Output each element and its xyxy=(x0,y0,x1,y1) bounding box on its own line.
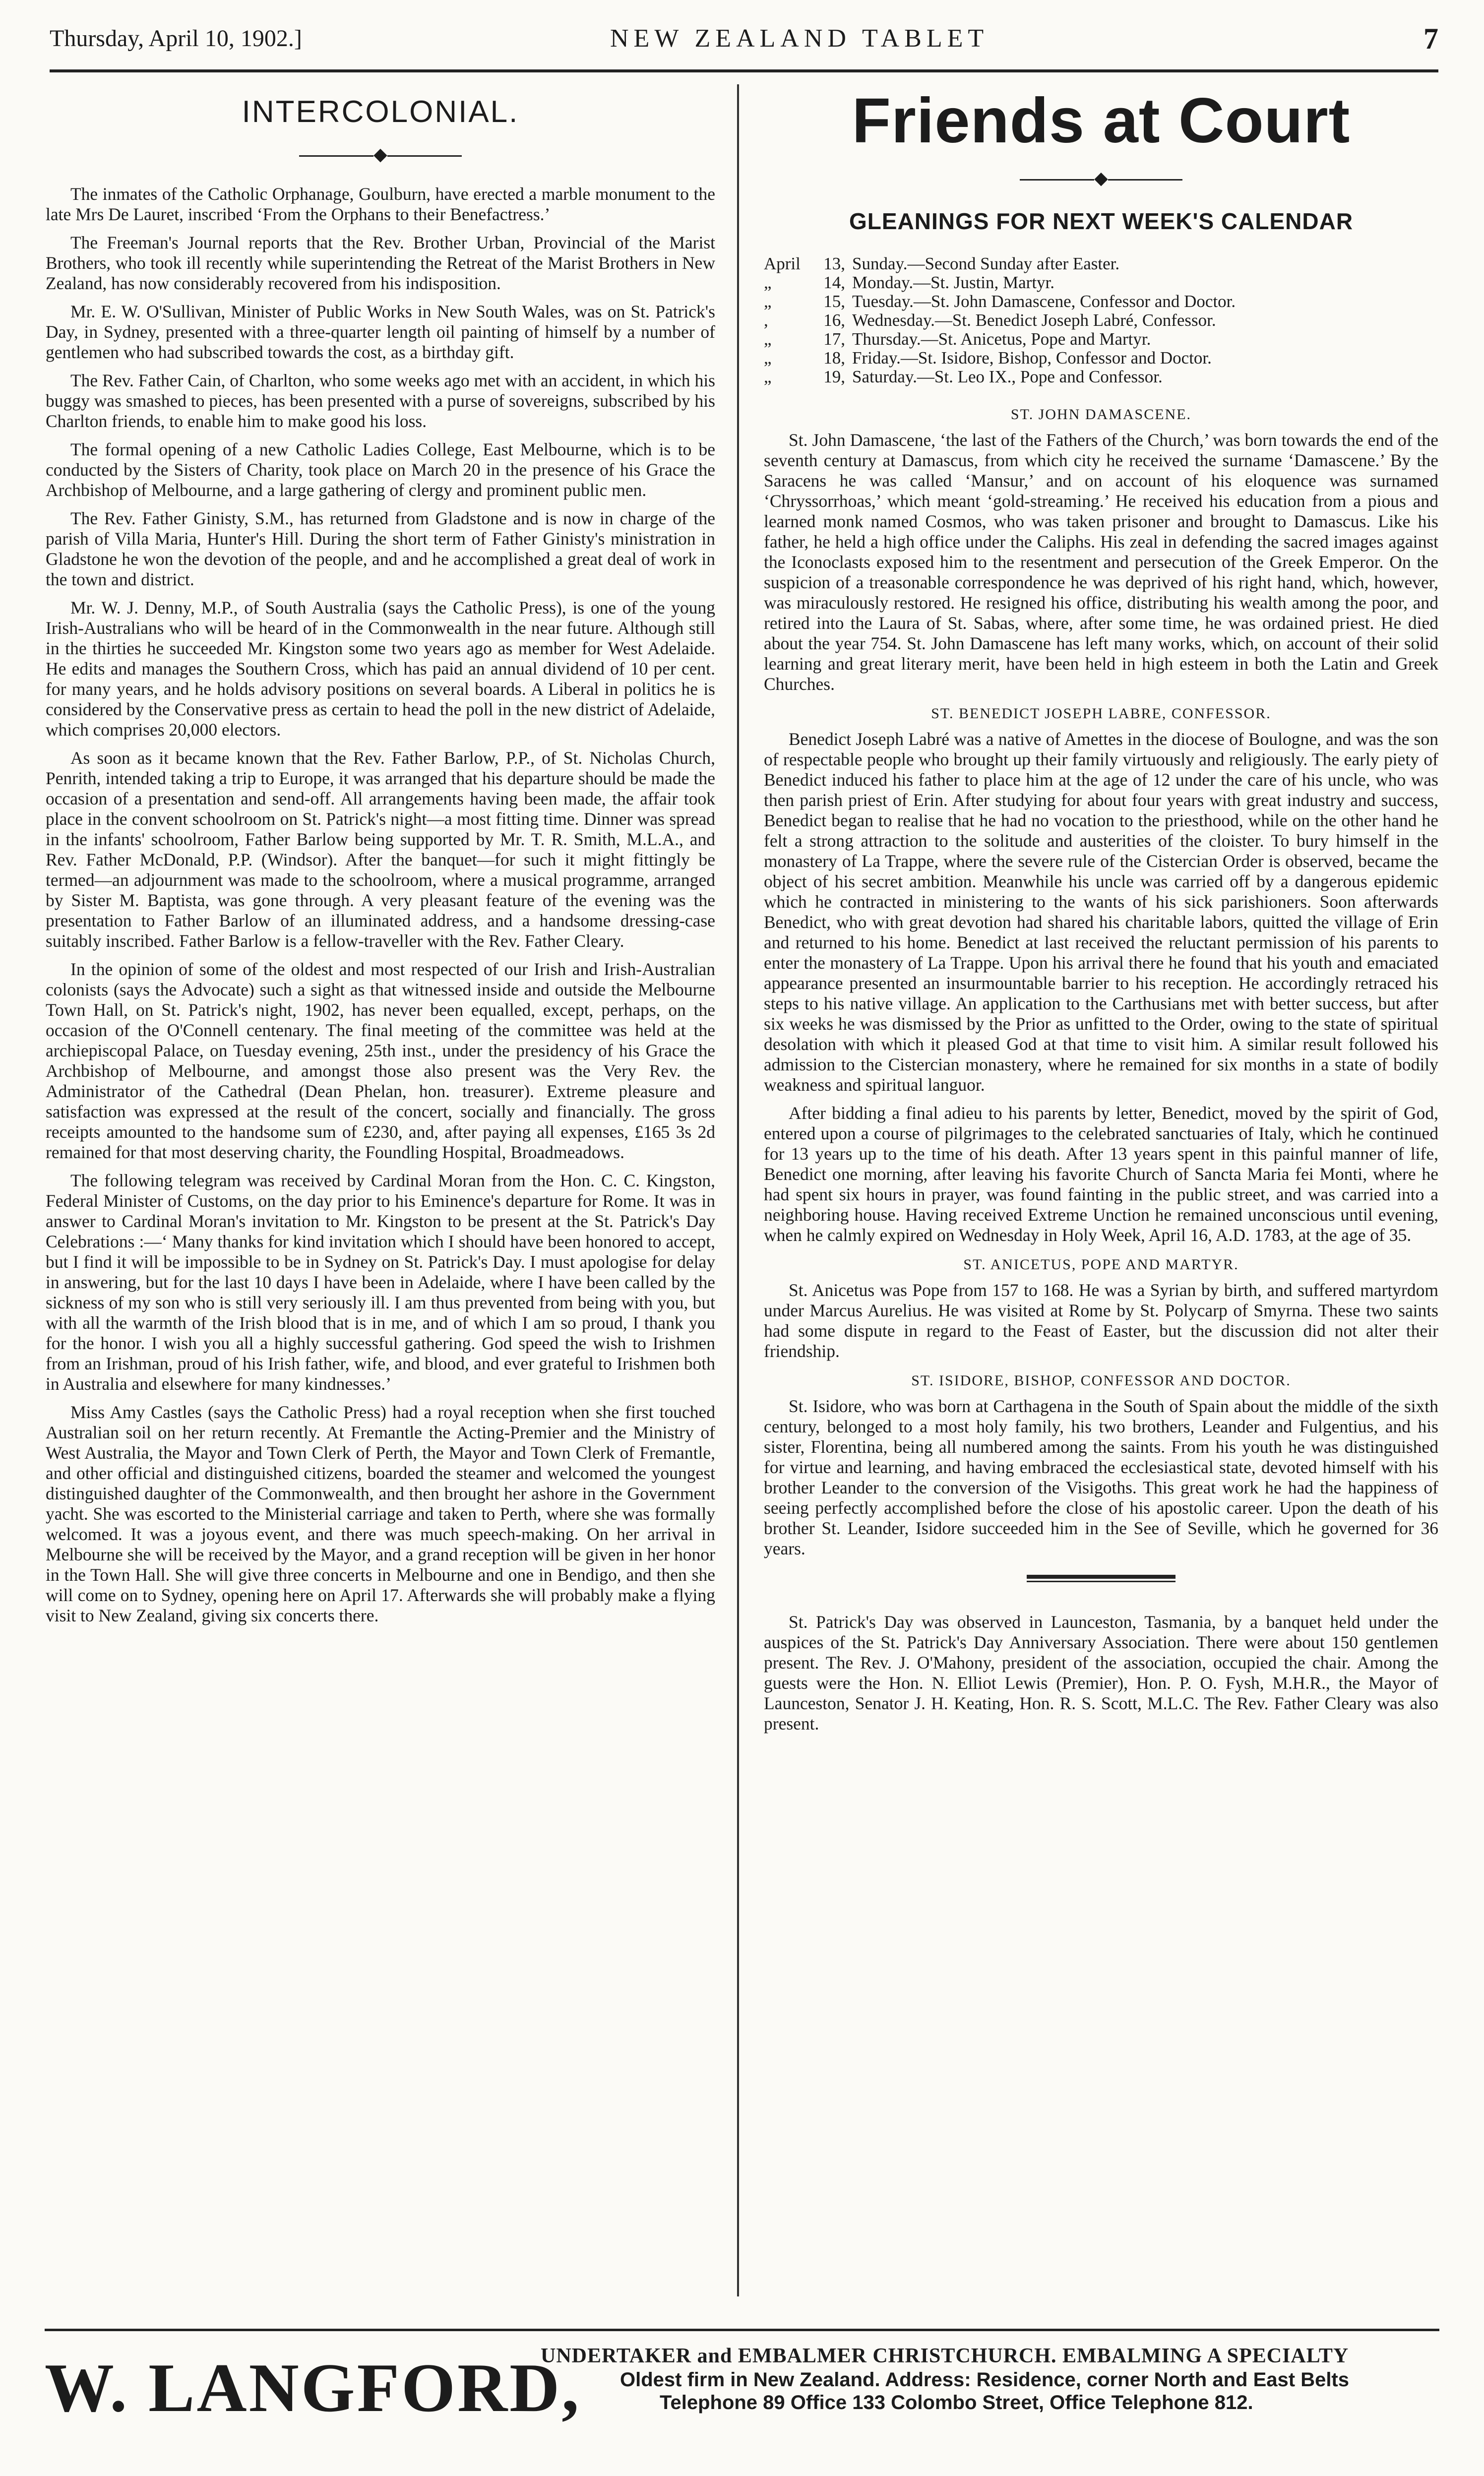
calendar-row: „ 19, Saturday.—St. Leo IX., Pope and Confessor. xyxy=(764,367,1163,386)
advertiser-address: Oldest firm in New Zealand. Address: Residence, corner North and East Belts xyxy=(620,2369,1349,2391)
calendar-row: , 16, Wednesday.—St. Benedict Joseph Labré, Confessor. xyxy=(764,310,1216,330)
news-item-amy-castles: Miss Amy Castles (says the Catholic Press) had a royal reception when she first touched Australian soil on her return recently. At Fremantle the Acting-Premier and the Ministry of West Australia, the Mayor and Town Clerk of Perth, the Mayor and Town Clerk of Fremantle, and other official and distinguished citizens, boarded the steamer and welcomed the youngest distinguished daughter of the Commonwealth, and then brought her ashore in the Government yacht. She was escorted to the Ministerial carriage and taken to Perth, where she was formally welcomed. It was a joyous event, and there was much speech-making. On her arrival in Melbourne she will be received by the Mayor, and a grand reception will be given in her honor in the Town Hall. She will give three concerts in Melbourne and one in Bendigo, and then she will come on to Sydney, opening here on April 17. Afterwards she will probably make a flying visit to New Zealand, giving six concerts there. xyxy=(46,1402,715,1625)
calendar-row: „ 17, Thursday.—St. Anicetus, Pope and Martyr. xyxy=(764,329,1151,349)
news-item-brother-urban: The Freeman's Journal reports that the Rev. Brother Urban, Provincial of the Marist Brothers, who took ill recently while superintending the Retreat of the Marist Brothers in New Zealand, has now considerably recovered from his indisposition. xyxy=(46,233,715,293)
news-item-orphanage: The inmates of the Catholic Orphanage, Goulburn, have erected a marble monument to the late Mrs De Lauret, inscribed ‘From the Orphans to their Benefactress.’ xyxy=(46,184,715,224)
news-item-father-cain: The Rev. Father Cain, of Charlton, who some weeks ago met with an accident, in which his buggy was smashed to pieces, has been presented with a purse of sovereigns, subscribed by his Charlton friends, to enable him to make good his loss. xyxy=(46,371,715,431)
benedict-text-1: Benedict Joseph Labré was a native of Amettes in the diocese of Boulogne, and was the son of respectable people who brought up their family virtuously and religiously. The early piety of Benedict induced his father to place him at the age of 12 under the care of his uncle, who was then parish priest of Erin. After studying for about four years with great industry and success, Benedict began to realise that he had no vocation to the priesthood, while on the other hand he felt a strong attraction to the solitude and austerities of the cloister. To bury himself in the monastery of La Trappe, where the severe rule of the Cistercian Order is observed, became the object of his secret ambition. Meanwhile his uncle was carried off by a dangerous epidemic which he contracted in ministering to the wants of his sick parishioners. Soon afterwards Benedict, who with great devotion had shared his charitable labors, quitted the village of Erin and returned to his home. Benedict at last received the reluctant permission of his parents to enter the monastery of La Trappe. Upon his arrival there he found that his youth and emaciated appearance presented an insurmountable barrier to his reception. He accordingly retraced his steps to his native village. An application to the Carthusians met with better success, but after six weeks he was dismissed by the Prior as unfitted to the Order, owing to the state of spiritual desolation with which it pleased God at that time to visit him. A similar result followed his admission to the Cistercian monastery, where he remained for six months in a state of bodily weakness and spiritual languor. xyxy=(764,729,1438,1095)
friends-at-court-column xyxy=(764,84,1438,1742)
news-item-ladies-college: The formal opening of a new Catholic Ladies College, East Melbourne, which is to be conducted by the Sisters of Charity, took place on March 20 in the presence of his Grace the Archbishop of Melbourne, and a large gathering of clergy and prominent public men. xyxy=(46,439,715,500)
ornament-divider: ◆ xyxy=(46,144,715,164)
page-number: 7 xyxy=(1423,22,1438,55)
masthead-rule xyxy=(50,69,1438,72)
advertiser-name: W. LANGFORD, xyxy=(45,2350,581,2426)
section-rule-thin xyxy=(1027,1581,1175,1582)
calendar-row: April 13, Sunday.—Second Sunday after Easter. xyxy=(764,254,1120,273)
calendar-row: „ 14, Monday.—St. Justin, Martyr. xyxy=(764,273,1055,292)
paper-name: NEW ZEALAND TABLET xyxy=(610,24,989,53)
news-item-denny: Mr. W. J. Denny, M.P., of South Australia (says the Catholic Press), is one of the young Irish-Australians who will be heard of in the Commonwealth in the near future. Although still in the thirties he succeeded Mr. Kingston some two years ago as member for West Adelaide. He edits and manages the Southern Cross, which has paid an annual dividend of 10 per cent. for many years, and he holds advisory positions on several boards. A Liberal in politics he is considered by the Conservative press as certain to head the poll in the new district of Adelaide, which comprises 20,000 electors. xyxy=(46,598,715,740)
advertisement-footer xyxy=(45,2336,1438,2435)
isidore-text: St. Isidore, who was born at Carthagena in the South of Spain about the middle of the sixth century, belonged to a most holy family, his two brothers, Leander and Fulgentius, and his sister, Florentina, being all numbered among the saints. From his youth he was distinguished for virtue and learning, and having embraced the ecclesiastical state, devoted himself with his brother Leander to the conversion of the Visigoths. This great work he had the happiness of seeing perfectly accomplished before the close of his apostolic career. Upon the death of his brother St. Leander, Isidore succeeded him in the See of Seville, which he governed for 36 years. xyxy=(764,1396,1438,1558)
benedict-heading: ST. BENEDICT JOSEPH LABRE, CONFESSOR. xyxy=(931,705,1271,722)
calendar-row: „ 15, Tuesday.—St. John Damascene, Confessor and Doctor. xyxy=(764,292,1236,311)
calendar-list xyxy=(764,254,1438,386)
section-rule-thick xyxy=(1027,1575,1175,1579)
intercolonial-title: INTERCOLONIAL. xyxy=(242,95,519,129)
isidore-heading: ST. ISIDORE, BISHOP, CONFESSOR AND DOCTOR. xyxy=(911,1372,1291,1389)
damascene-heading: ST. JOHN DAMASCENE. xyxy=(1010,406,1192,423)
calendar-subtitle: GLEANINGS FOR NEXT WEEK'S CALENDAR xyxy=(849,208,1354,234)
advertiser-trade: UNDERTAKER and EMBALMER CHRISTCHURCH. EMBALMING A SPECIALTY xyxy=(541,2345,1349,2367)
news-item-father-ginisty: The Rev. Father Ginisty, S.M., has returned from Gladstone and is now in charge of the parish of Villa Maria, Hunter's Hill. During the short term of Father Ginisty's ministration in Gladstone he won the devotion of the people, and and he accomplished a great deal of work in the town and district. xyxy=(46,508,715,589)
damascene-text: St. John Damascene, ‘the last of the Fathers of the Church,’ was born towards the end of the seventh century at Damascus, from which city he received the surname ‘Damascene.’ By the Saracens he was called ‘Mansur,’ and on account of his eloquence was surnamed ‘Chryssorrhoas,’ which meant ‘gold-streaming.’ He received his education from a pious and learned monk named Cosmos, who was taken prisoner and brought to Damascus. Like his father, he held a high office under the Caliphs. His zeal in defending the sacred images against the Iconoclasts exposed him to the resentment and persecution of the Greek Emperor. On the suspicion of a treasonable correspondence he was deprived of his right hand, which, however, was miraculously restored. He resigned his office, distributing his wealth among the poor, and retired into the Laura of St. Sabas, where, after some time, he was ordained priest. He died about the year 754. St. John Damascene has left many works, which, on account of their solid learning and great literary merit, have been held in high esteem in both the Latin and Greek Churches. xyxy=(764,430,1438,694)
friends-at-court-title: Friends at Court xyxy=(852,85,1351,156)
news-item-telegram: The following telegram was received by Cardinal Moran from the Hon. C. C. Kingston, Federal Minister of Customs, on the day prior to his Eminence's departure for Rome. It was in answer to Cardinal Moran's invitation to Mr. Kingston to be present at the St. Patrick's Day Celebrations :—‘ Many thanks for kind invitation which I should have been honored to accept, but I find it will be impossible to be in Sydney on St. Patrick's Day. I must apologise for delay in answering, but for the last 10 days I have been in Adelaide, where I have been called by the sickness of my son who is still very seriously ill. I am thus prevented from being with you, but with all the warmth of the Irish blood that is in me, and of which I am so proud, I thank you for the honor. I wish you all a highly successful gathering. God speed the wish to Irishmen from an Irishman, proud of his Irish father, wife, and blood, and ever grateful to Irishmen both in Australia and elsewhere for many kindnesses.’ xyxy=(46,1171,715,1394)
footer-rule xyxy=(45,2329,1439,2331)
ornament-divider: ◆ xyxy=(764,168,1438,188)
masthead xyxy=(50,15,1438,69)
column-divider xyxy=(737,84,739,2296)
news-item-father-barlow: As soon as it became known that the Rev. Father Barlow, P.P., of St. Nicholas Church, Penrith, intended taking a trip to Europe, it was arranged that his departure should be made the occasion of a presentation and send-off. All arrangements having been made, the affair took place in the convent schoolroom on St. Patrick's night—a most fitting time. Dinner was spread in the infants' schoolroom, Father Barlow being supported by Mr. T. R. Smith, M.L.A., and Rev. Father McDonald, P.P. (Windsor). After the banquet—for such it might fittingly be termed—an adjournment was made to the schoolroom, where a musical programme, arranged by Sister M. Baptista, was gone through. A very pleasant feature of the evening was the presentation to Father Barlow of an illuminated address, and a handsome dressing-case suitably inscribed. Father Barlow is a fellow-traveller with the Rev. Father Cleary. xyxy=(46,748,715,951)
intercolonial-column xyxy=(46,84,715,1634)
advertiser-telephone: Telephone 89 Office 133 Colombo Street, Office Telephone 812. xyxy=(660,2392,1253,2414)
benedict-text-2: After bidding a final adieu to his parents by letter, Benedict, moved by the spirit of God, entered upon a course of pilgrimages to the celebrated sanctuaries of Italy, which he continued for 13 years up to the time of his death. After 13 years spent in this painful manner of life, Benedict one morning, after leaving his favorite Church of Sancta Maria fei Monti, where he had spent six hours in prayer, was found fainting in the public street, and was carried into a neighboring house. Having received Extreme Unction he remained unconscious until evening, when he calmly expired on Wednesday in Holy Week, April 16, A.D. 1783, at the age of 35. xyxy=(764,1103,1438,1245)
issue-date: Thursday, April 10, 1902.] xyxy=(50,25,302,52)
anicetus-heading: ST. ANICETUS, POPE AND MARTYR. xyxy=(963,1256,1239,1273)
anicetus-text: St. Anicetus was Pope from 157 to 168. He was a Syrian by birth, and suffered martyrdom under Marcus Aurelius. He was visited at Rome by St. Polycarp of Smyrna. These two saints had some dispute in regard to the Feast of Easter, but the discussion did not alter their friendship. xyxy=(764,1280,1438,1361)
news-item-town-hall: In the opinion of some of the oldest and most respected of our Irish and Irish-Australian colonists (says the Advocate) such a sight as that witnessed inside and outside the Melbourne Town Hall, on St. Patrick's night, 1902, has never been equalled, except, perhaps, on the occasion of the O'Connell centenary. The final meeting of the committee was held at the archiepiscopal Palace, on Tuesday evening, 25th inst., under the presidency of his Grace the Archbishop of Melbourne, and amongst those also present was the Very Rev. the Administrator of the Cathedral (Dean Phelan, hon. treasurer). Extreme pleasure and satisfaction was expressed at the result of the concert, socially and financially. The gross receipts amounted to the handsome sum of £230, and, after paying all expenses, £165 3s 2d remained for that most deserving charity, the Foundling Hospital, Broadmeadows. xyxy=(46,959,715,1162)
news-item-osullivan: Mr. E. W. O'Sullivan, Minister of Public Works in New South Wales, was on St. Patrick's Day, in Sydney, presented with a three-quarter length oil painting of himself by a number of gentlemen who had subscribed towards the cost, as a birthday gift. xyxy=(46,302,715,362)
launceston-text: St. Patrick's Day was observed in Launceston, Tasmania, by a banquet held under the auspices of the St. Patrick's Day Anniversary Association. There were about 150 gentlemen present. The Rev. J. O'Mahony, president of the association, occupied the chair. Among the guests were the Hon. N. Elliot Lewis (Premier), Hon. P. O. Fysh, M.H.R., the Mayor of Launceston, Senator J. H. Keating, Hon. R. S. Scott, M.L.C. The Rev. Father Cleary was also present. xyxy=(764,1612,1438,1733)
calendar-row: „ 18, Friday.—St. Isidore, Bishop, Confessor and Doctor. xyxy=(764,348,1212,368)
